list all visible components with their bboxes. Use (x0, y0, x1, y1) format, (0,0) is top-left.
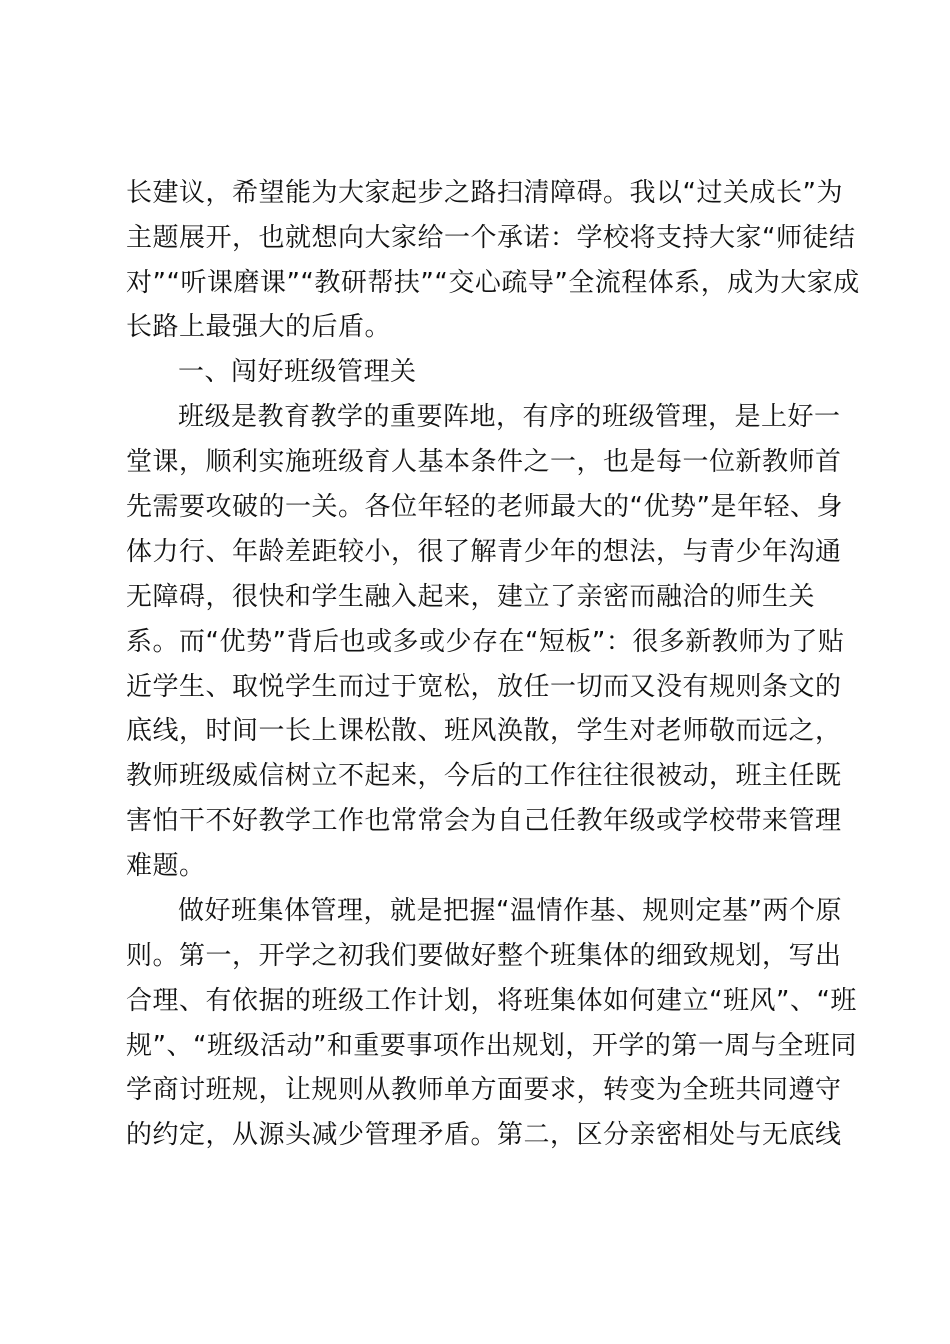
text-line: 害怕干不好教学工作也常常会为自己任教年级或学校带来管理 (126, 806, 842, 836)
text-line: 教师班级威信树立不起来，今后的工作往往很被动，班主任既 (126, 761, 842, 791)
text-line: 则。第一，开学之初我们要做好整个班集体的细致规划，写出 (126, 941, 842, 971)
text-line: 长建议，希望能为大家起步之路扫清障碍。我以“过关成长”为 (126, 178, 843, 208)
text-line: 先需要攻破的一关。各位年轻的老师最大的“优势”是年轻、身 (126, 492, 843, 522)
text-line: 近学生、取悦学生而过于宽松，放任一切而又没有规则条文的 (126, 672, 842, 702)
text-line: 底线，时间一长上课松散、班风涣散，学生对老师敬而远之， (126, 716, 842, 746)
text-line: 系。而“优势”背后也或多或少存在“短板”：很多新教师为了贴 (126, 627, 845, 657)
text-line: 合理、有依据的班级工作计划，将班集体如何建立“班风”、“班 (126, 986, 857, 1016)
text-line: 的约定，从源头减少管理矛盾。第二，区分亲密相处与无底线 (126, 1120, 842, 1150)
text-line: 主题展开，也就想向大家给一个承诺：学校将支持大家“师徒结 (126, 223, 856, 253)
text-line: 体力行、年龄差距较小，很了解青少年的想法，与青少年沟通 (126, 537, 842, 567)
text-line: 难题。 (126, 851, 206, 881)
text-line: 班级是教育教学的重要阵地，有序的班级管理，是上好一 (178, 402, 841, 432)
section-heading: 一、闯好班级管理关 (178, 357, 417, 387)
text-line: 做好班集体管理，就是把握“温情作基、规则定基”两个原 (178, 896, 842, 926)
text-line: 规”、“班级活动”和重要事项作出规划，开学的第一周与全班同 (126, 1031, 857, 1061)
text-line: 学商讨班规，让规则从教师单方面要求，转变为全班共同遵守 (126, 1075, 842, 1105)
text-line: 对”“听课磨课”“教研帮扶”“交心疏导”全流程体系，成为大家成 (126, 268, 860, 298)
text-line: 无障碍，很快和学生融入起来，建立了亲密而融洽的师生关 (126, 582, 816, 612)
text-line: 长路上最强大的后盾。 (126, 312, 392, 342)
text-line: 堂课，顺利实施班级育人基本条件之一，也是每一位新教师首 (126, 447, 842, 477)
